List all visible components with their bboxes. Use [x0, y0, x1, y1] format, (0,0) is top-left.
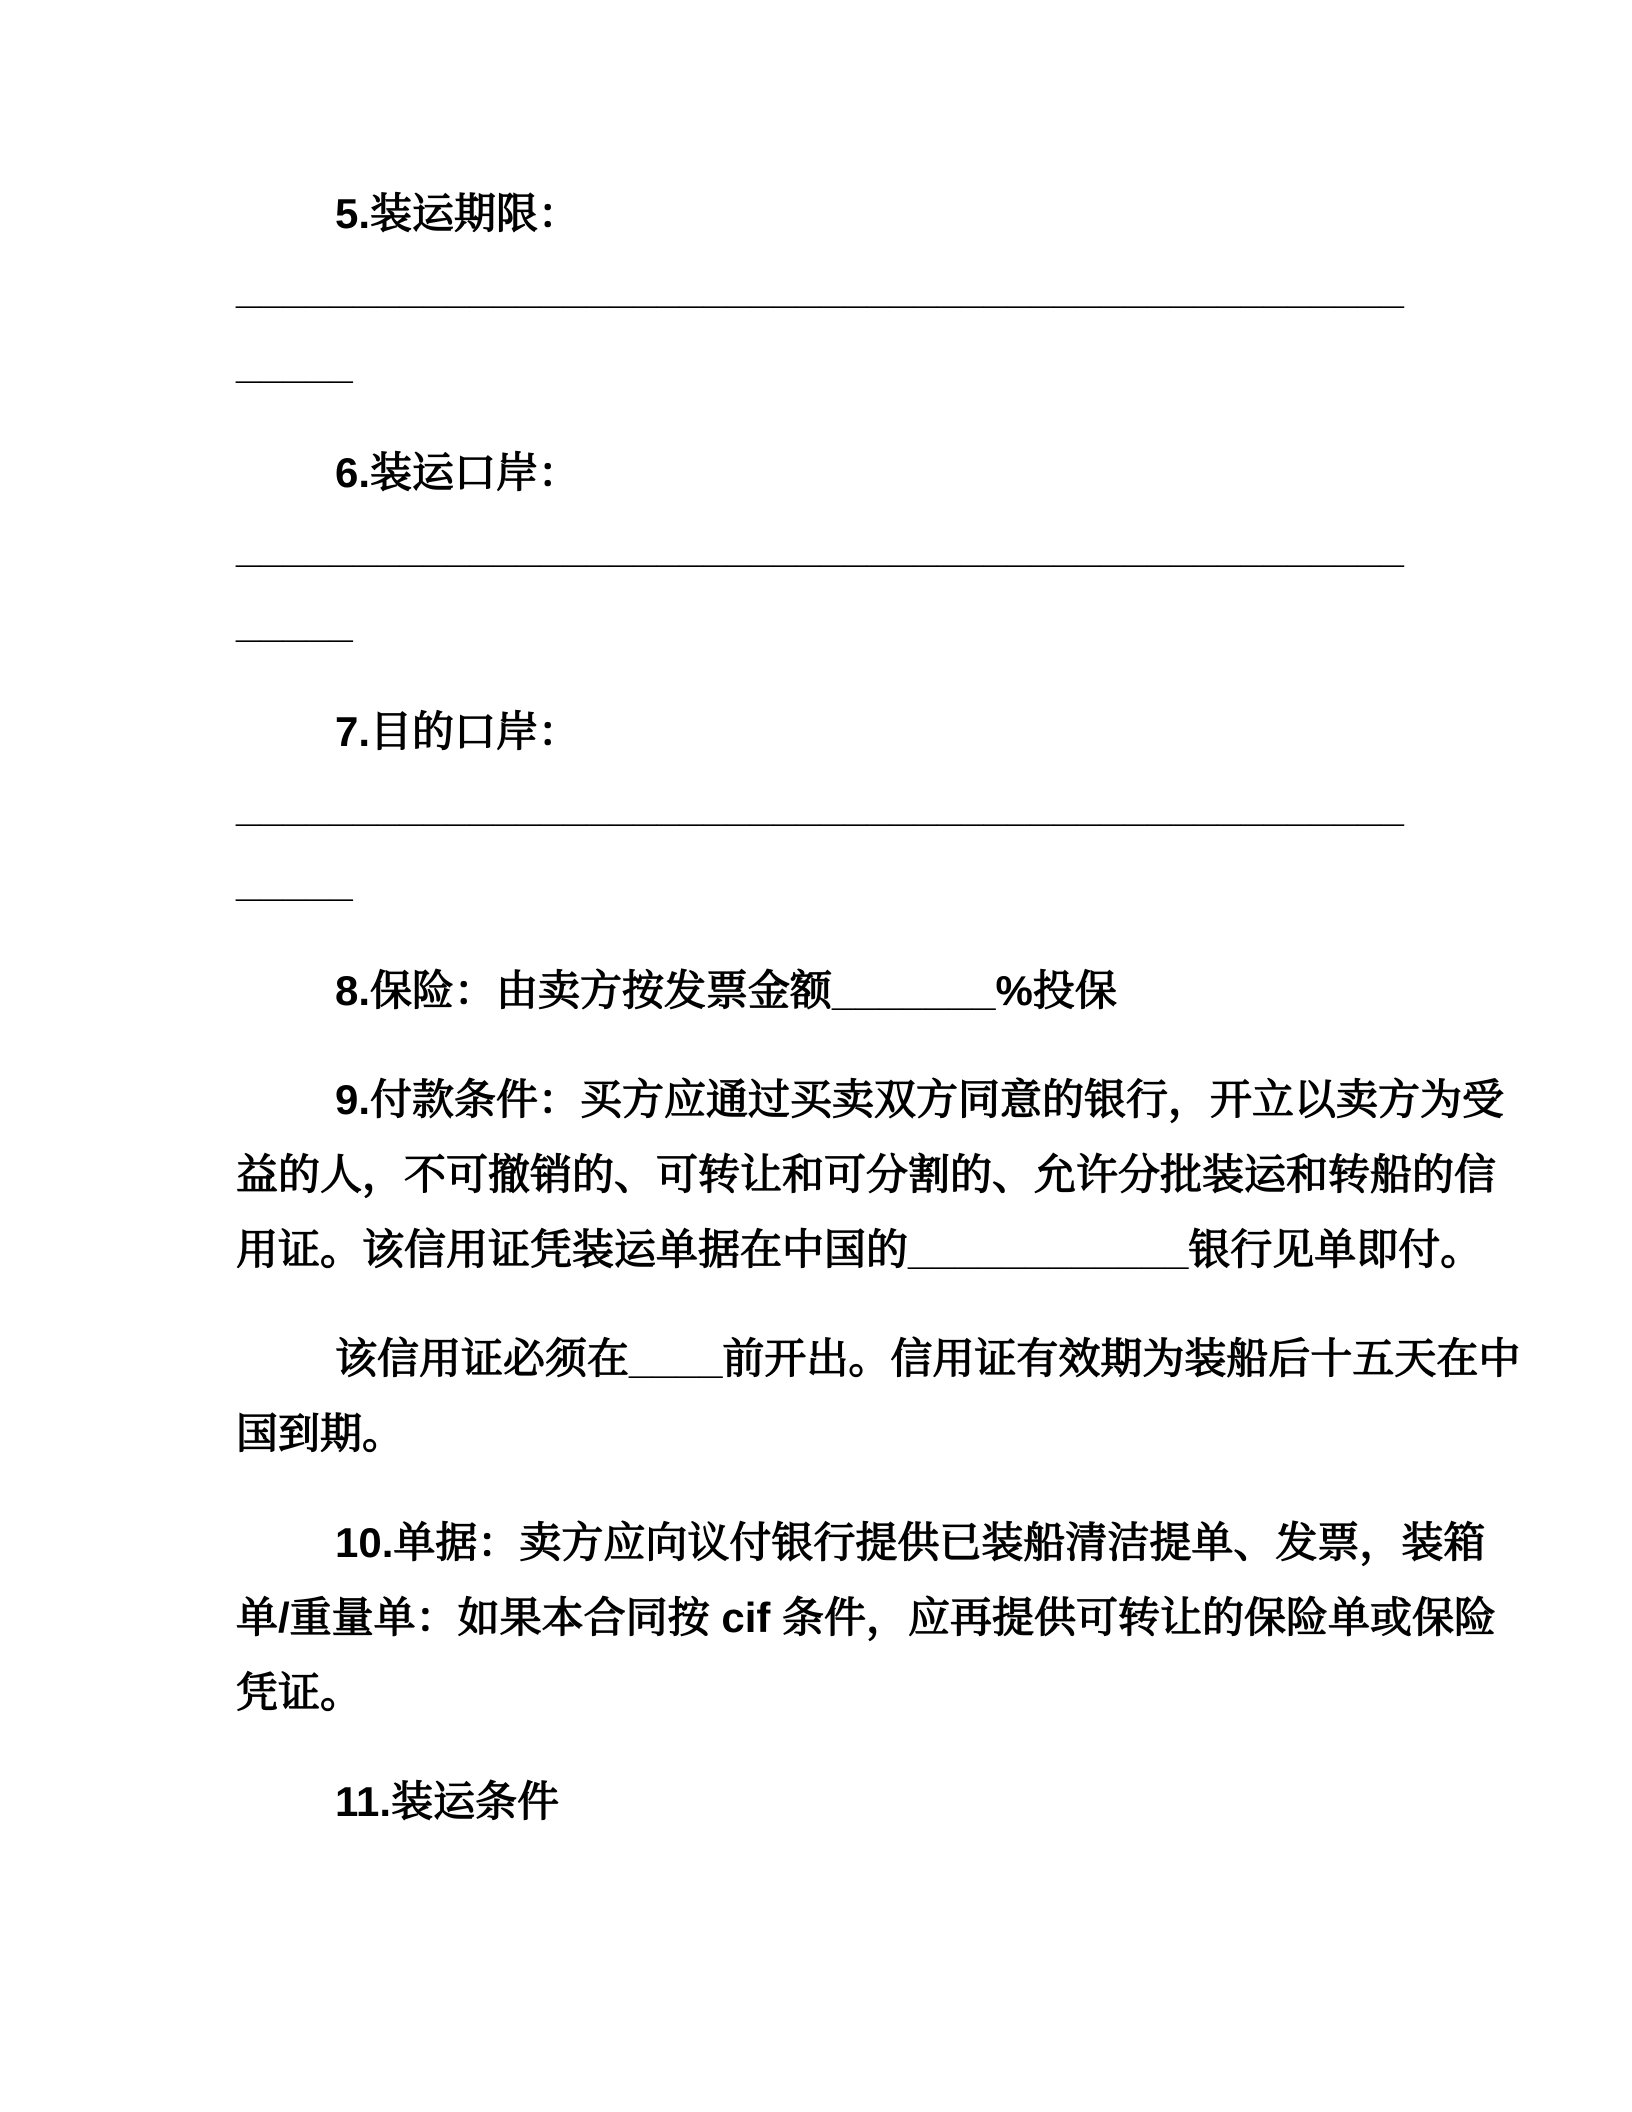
contract-body: [236, 176, 1521, 1839]
item5-heading: 5.装运期限：: [335, 190, 581, 237]
item6-blank-short: _____: [236, 599, 353, 646]
item6-heading: 6.装运口岸：: [335, 449, 581, 496]
item7-blank-long: __________________________________________________: [236, 783, 1404, 830]
item10-line-1: 10.单据：卖方应向议付银行提供已装船清洁提单、发票，装箱: [335, 1519, 1486, 1566]
item7-heading: 7.目的口岸：: [335, 708, 581, 755]
item5-blank-short: _____: [236, 340, 353, 387]
item9-line-3: 用证。该信用证凭装运单据在中国的____________银行见单即付。: [236, 1226, 1483, 1273]
item8-text: 8.保险：由卖方按发票金额_______%投保: [335, 967, 1117, 1014]
item10-line-2: 单/重量单：如果本合同按 cif 条件，应再提供可转让的保险单或保险: [236, 1594, 1497, 1641]
item5-blank-long: __________________________________________________: [236, 265, 1404, 312]
item9-line-2: 益的人，不可撤销的、可转让和可分割的、允许分批装运和转船的信: [236, 1151, 1497, 1198]
item6-blank-long: __________________________________________________: [236, 524, 1404, 571]
item11-heading: 11.装运条件: [335, 1778, 560, 1825]
item9-para2-line-2: 国到期。: [236, 1410, 405, 1457]
item10-line-3: 凭证。: [236, 1669, 363, 1716]
item9-line-1: 9.付款条件：买方应通过买卖双方同意的银行，开立以卖方为受: [335, 1076, 1505, 1123]
item9-para2-line-1: 该信用证必须在____前开出。信用证有效期为装船后十五天在中: [335, 1335, 1521, 1382]
item7-blank-short: _____: [236, 858, 353, 905]
